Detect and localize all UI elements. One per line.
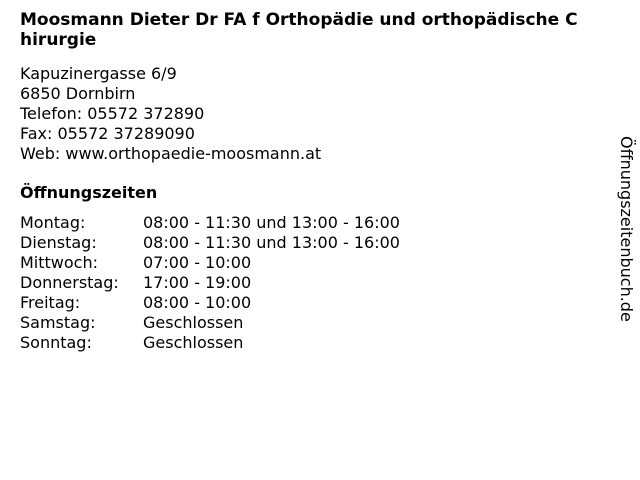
street-address: Kapuzinergasse 6/9 bbox=[20, 64, 177, 83]
fax-line: Fax: 05572 37289090 bbox=[20, 124, 195, 143]
hours-row-saturday bbox=[20, 313, 400, 333]
day-label: Mittwoch: bbox=[20, 253, 98, 272]
day-label: Freitag: bbox=[20, 293, 81, 312]
day-label: Samstag: bbox=[20, 313, 96, 332]
opening-hours-heading: Öffnungszeiten bbox=[20, 183, 158, 202]
hours-row-thursday bbox=[20, 273, 400, 293]
day-hours: 08:00 - 11:30 und 13:00 - 16:00 bbox=[143, 233, 400, 252]
city-line: 6850 Dornbirn bbox=[20, 84, 136, 103]
day-label: Sonntag: bbox=[20, 333, 92, 352]
day-label: Dienstag: bbox=[20, 233, 97, 252]
day-label: Donnerstag: bbox=[20, 273, 119, 292]
day-hours: Geschlossen bbox=[143, 313, 244, 332]
day-hours: 08:00 - 10:00 bbox=[143, 293, 252, 312]
web-line: Web: www.orthopaedie-moosmann.at bbox=[20, 144, 322, 163]
day-hours: 07:00 - 10:00 bbox=[143, 253, 252, 272]
day-hours: Geschlossen bbox=[143, 333, 244, 352]
day-label: Montag: bbox=[20, 213, 86, 232]
day-hours: 08:00 - 11:30 und 13:00 - 16:00 bbox=[143, 213, 400, 232]
business-name: Moosmann Dieter Dr FA f Orthopädie und orthopädische Chirurgie bbox=[20, 10, 578, 50]
hours-row-sunday bbox=[20, 333, 400, 353]
site-watermark: Öffnungszeitenbuch.de bbox=[617, 136, 636, 322]
hours-row-friday bbox=[20, 293, 400, 313]
hours-row-monday bbox=[20, 213, 400, 233]
hours-row-tuesday bbox=[20, 233, 400, 253]
hours-row-wednesday bbox=[20, 253, 400, 273]
contact-block bbox=[20, 64, 321, 164]
day-hours: 17:00 - 19:00 bbox=[143, 273, 252, 292]
opening-hours-table bbox=[20, 213, 400, 353]
phone-line: Telefon: 05572 372890 bbox=[20, 104, 205, 123]
